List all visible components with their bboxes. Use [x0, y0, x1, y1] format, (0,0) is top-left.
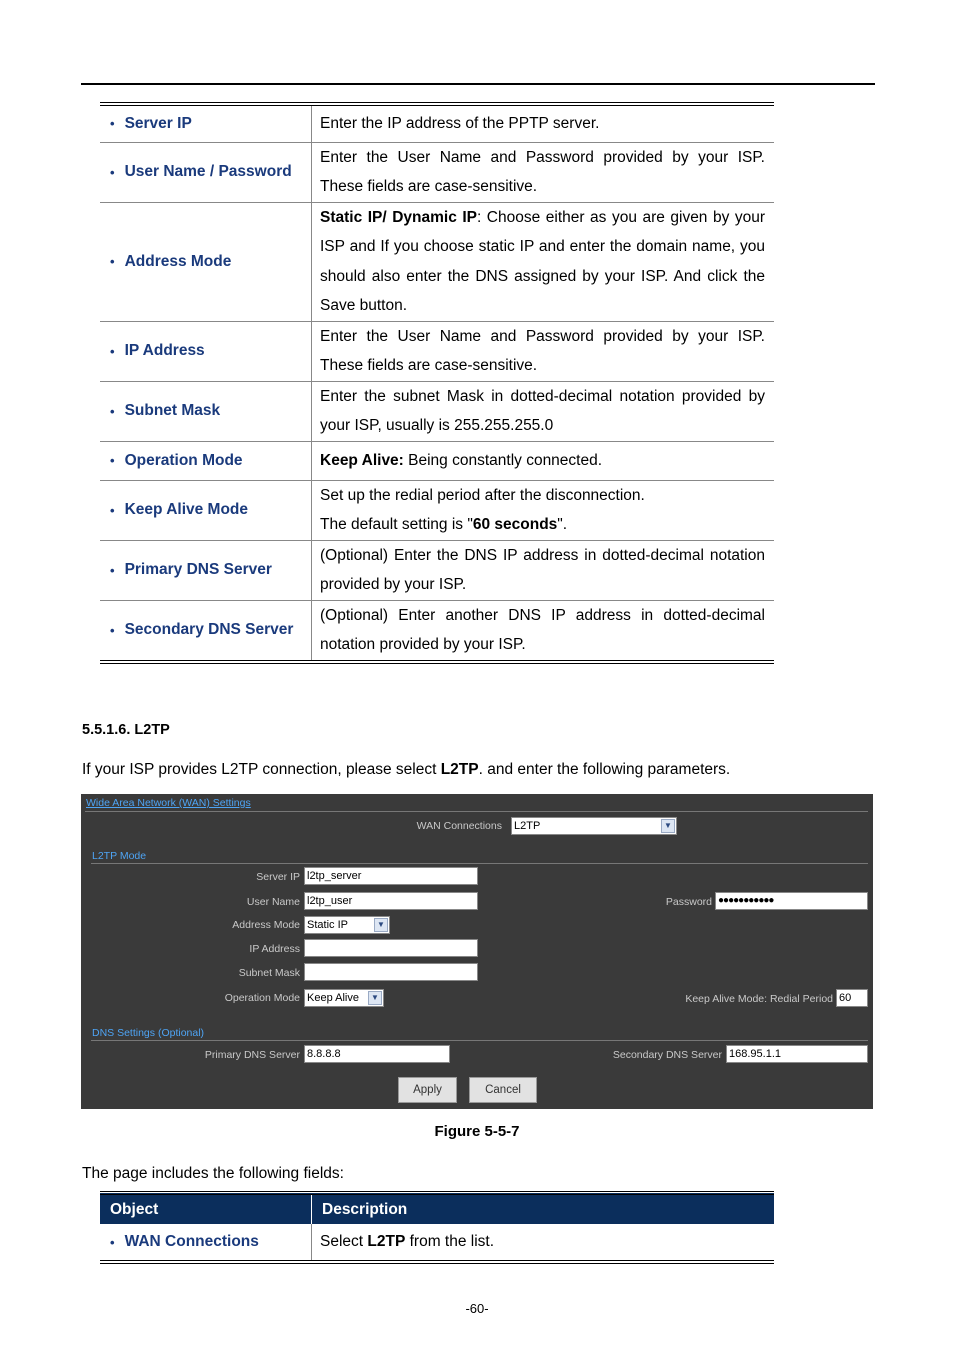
bullet-icon: •	[110, 254, 115, 269]
object-name: Server IP	[124, 114, 192, 132]
description-cell: Enter the User Name and Password provided by your ISP. These fields are case-sensitive.	[312, 321, 775, 381]
object-cell	[100, 142, 312, 202]
object-cell	[100, 1224, 312, 1262]
address-mode-select[interactable]: Static IP ▼	[304, 916, 390, 934]
password-input[interactable]: ●●●●●●●●●●●	[715, 892, 868, 910]
operation-mode-label: Operation Mode	[224, 992, 300, 1004]
figure-caption: Figure 5-5-7	[434, 1123, 520, 1140]
redial-period-input[interactable]: 60	[836, 989, 868, 1007]
table-row	[100, 540, 774, 600]
bullet-icon: •	[110, 1234, 115, 1250]
description-cell: Keep Alive: Being constantly connected.	[312, 441, 775, 480]
redial-period-label: Keep Alive Mode: Redial Period	[685, 993, 833, 1005]
object-name: Operation Mode	[124, 451, 243, 469]
table-row	[100, 480, 774, 540]
secondary-dns-input[interactable]: 168.95.1.1	[726, 1045, 868, 1063]
dns-settings-title: DNS Settings (Optional)	[92, 1027, 205, 1039]
bullet-icon: •	[110, 116, 115, 132]
chevron-down-icon: ▼	[661, 819, 675, 833]
divider	[91, 1040, 868, 1041]
description-cell: Select L2TP from the list.	[320, 1233, 495, 1251]
page-number: -60-	[465, 1301, 489, 1316]
l2tp-mode-title: L2TP Mode	[92, 850, 147, 862]
object-name: WAN Connections	[124, 1233, 259, 1250]
fields-table	[100, 1191, 774, 1264]
operation-mode-select[interactable]: Keep Alive ▼	[304, 989, 384, 1007]
table-row	[100, 441, 774, 480]
ip-address-label: IP Address	[249, 943, 300, 955]
table-row	[100, 1224, 774, 1262]
table-row	[100, 104, 774, 142]
wan-settings-panel	[81, 794, 873, 1109]
header-rule	[81, 83, 875, 85]
subnet-mask-label: Subnet Mask	[238, 967, 300, 979]
column-header-object: Object	[100, 1193, 312, 1224]
object-cell	[100, 381, 312, 441]
object-name: Primary DNS Server	[124, 561, 272, 578]
ip-address-input[interactable]	[304, 939, 478, 957]
intro-text: If your ISP provides L2TP connection, please select L2TP. and enter the following parameters.	[82, 761, 731, 778]
divider	[85, 811, 868, 812]
object-cell	[100, 321, 312, 381]
address-mode-label: Address Mode	[232, 919, 300, 931]
column-header-description: Description	[312, 1193, 775, 1224]
primary-dns-input[interactable]: 8.8.8.8	[304, 1045, 450, 1063]
object-cell	[100, 202, 312, 321]
object-cell	[100, 441, 312, 480]
object-name: User Name / Password	[124, 163, 292, 180]
object-name: IP Address	[124, 342, 205, 359]
bullet-icon: •	[110, 453, 115, 468]
object-cell	[100, 104, 312, 142]
bullet-icon: •	[110, 343, 115, 359]
description-cell: Enter the IP address of the PPTP server.	[320, 115, 600, 132]
user-name-label: User Name	[246, 896, 300, 908]
subnet-mask-input[interactable]	[304, 963, 478, 981]
apply-button[interactable]: Apply	[398, 1077, 457, 1103]
divider	[91, 863, 868, 864]
server-ip-input[interactable]: l2tp_server	[304, 867, 478, 885]
wan-connections-label: WAN Connections	[416, 820, 502, 832]
user-name-input[interactable]: l2tp_user	[304, 892, 478, 910]
table-row	[100, 381, 774, 441]
object-cell	[100, 600, 312, 662]
wan-connections-select[interactable]: L2TP ▼	[511, 817, 677, 835]
table-row	[100, 600, 774, 662]
description-cell: Enter the User Name and Password provided by your ISP. These fields are case-sensitive.	[312, 142, 775, 202]
object-name: Address Mode	[124, 252, 232, 270]
object-cell	[100, 540, 312, 600]
table-header-row	[100, 1193, 774, 1224]
table-row	[100, 321, 774, 381]
object-cell	[100, 480, 312, 540]
password-label: Password	[665, 896, 712, 908]
bullet-icon: •	[110, 562, 115, 578]
description-cell: Enter the subnet Mask in dotted-decimal notation provided by your ISP, usually is 255.255.255.0	[312, 381, 775, 441]
description-cell: Static IP/ Dynamic IP: Choose either as you are given by your ISP and If you choose static IP and enter the domain name, you should also enter the DNS assigned by your ISP. And click the Save button.	[312, 202, 775, 321]
description-cell: (Optional) Enter the DNS IP address in dotted-decimal notation provided by your ISP.	[312, 540, 775, 600]
wan-settings-title: Wide Area Network (WAN) Settings	[86, 797, 251, 809]
bullet-icon: •	[110, 164, 115, 180]
fields-intro: The page includes the following fields:	[82, 1165, 344, 1182]
description-cell: (Optional) Enter another DNS IP address in dotted-decimal notation provided by your ISP.	[312, 600, 775, 662]
bullet-icon: •	[110, 502, 115, 518]
table-row	[100, 202, 774, 321]
bullet-icon: •	[110, 622, 115, 638]
description-cell: Set up the redial period after the disconnection. The default setting is "60 seconds".	[312, 480, 775, 540]
table-row	[100, 142, 774, 202]
object-name: Keep Alive Mode	[124, 501, 249, 518]
section-heading: 5.5.1.6. L2TP	[82, 722, 170, 738]
params-table	[100, 102, 774, 664]
object-name: Secondary DNS Server	[124, 621, 294, 638]
cancel-button[interactable]: Cancel	[469, 1077, 537, 1103]
bullet-icon: •	[110, 403, 115, 419]
server-ip-label: Server IP	[256, 871, 300, 883]
primary-dns-label: Primary DNS Server	[204, 1049, 300, 1061]
object-name: Subnet Mask	[124, 402, 221, 419]
chevron-down-icon: ▼	[368, 991, 382, 1005]
secondary-dns-label: Secondary DNS Server	[612, 1049, 722, 1061]
chevron-down-icon: ▼	[374, 918, 388, 932]
